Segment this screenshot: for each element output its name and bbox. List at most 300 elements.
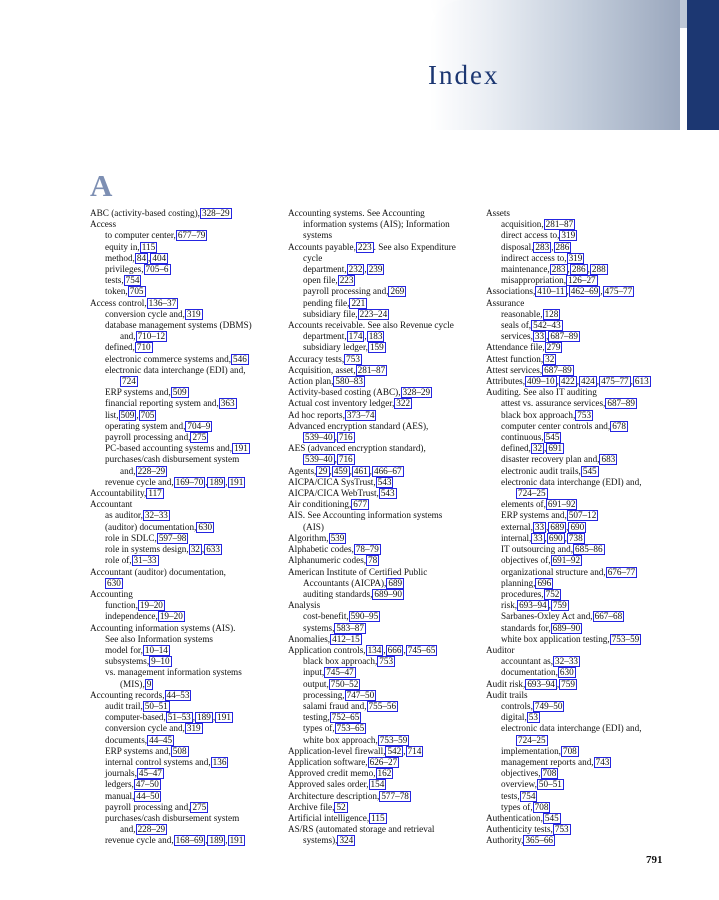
index-entry	[486, 421, 678, 432]
page-reference-link[interactable]: 19–20	[159, 611, 183, 622]
page-reference-link[interactable]: 724–25	[518, 734, 546, 745]
entry-text: electronic data interchange (EDI) and,	[501, 723, 642, 734]
page-reference-link[interactable]: 191	[234, 443, 248, 454]
entry-text: Actual cost inventory ledger,	[288, 398, 395, 409]
page-reference-link[interactable]: 221	[351, 297, 366, 308]
entry-text: journals,	[105, 768, 137, 779]
page-reference-link[interactable]: 752	[545, 588, 560, 599]
page-reference-link[interactable]: 409–10	[527, 376, 555, 387]
index-entry: risk, 693–94 , 759	[501, 600, 567, 611]
index-entry	[486, 735, 678, 746]
entry-text: seals of,	[501, 320, 532, 331]
page-reference-link[interactable]: 705–6	[145, 264, 169, 275]
entry-text: defined,	[501, 443, 531, 454]
index-entry	[90, 656, 282, 667]
page-reference-link[interactable]: 228–29	[137, 824, 166, 835]
page-reference-link[interactable]: 678	[612, 420, 626, 431]
page-reference-link[interactable]: 752–65	[331, 712, 360, 723]
page-reference-link[interactable]: 754	[125, 275, 140, 286]
entry-text: Artificial intelligence,	[288, 812, 370, 823]
index-entry	[288, 544, 480, 555]
index-entry	[288, 365, 480, 376]
index-entry	[90, 768, 282, 779]
index-entry	[486, 634, 678, 645]
page-reference-link[interactable]: 44–50	[136, 790, 160, 801]
entry-text: Air conditioning,	[288, 499, 352, 510]
page-reference-link[interactable]: 33	[534, 521, 545, 532]
page-reference-link[interactable]: 191	[217, 712, 231, 723]
page-reference-link[interactable]: 328–29	[402, 387, 431, 398]
page-reference-link[interactable]: 286	[571, 264, 586, 275]
page-reference-link[interactable]: 10–14	[144, 644, 168, 655]
entry-text: cost-benefit,	[303, 611, 349, 622]
page-reference-link[interactable]: 78	[368, 555, 378, 566]
page-reference-link[interactable]: 743	[595, 756, 610, 767]
entry-text: vs. management information systems	[105, 667, 242, 678]
page-reference-link[interactable]: 319	[186, 308, 201, 319]
page-reference-link[interactable]: 47–50	[135, 779, 159, 790]
page-reference-link[interactable]: 543	[380, 488, 395, 499]
page-reference-link[interactable]: 44–53	[166, 689, 190, 700]
page-reference-link[interactable]: 189	[209, 476, 224, 487]
index-entry	[486, 611, 678, 622]
index-entry	[288, 589, 480, 600]
page-reference-link[interactable]: 630	[198, 521, 213, 532]
page-reference-link[interactable]: 755–56	[368, 700, 397, 711]
page-reference-link[interactable]: 286	[555, 241, 570, 252]
entry-text: Auditing. See also IT auditing	[486, 387, 597, 398]
index-entry	[288, 477, 480, 488]
page-reference-link[interactable]: 539	[330, 532, 345, 543]
page-reference-link[interactable]: 78–79	[355, 544, 379, 555]
index-entry: internal, 33 , 690 , 738	[501, 532, 583, 543]
entry-text: disposal,	[501, 241, 534, 252]
index-entry	[486, 230, 678, 241]
index-entry	[486, 746, 678, 757]
page-reference-link[interactable]: 174	[348, 331, 363, 342]
page-reference-link[interactable]: 685–86	[575, 544, 603, 555]
index-entry	[288, 634, 480, 645]
page-reference-link[interactable]: 708	[542, 768, 557, 779]
page-reference-link[interactable]: 223	[339, 275, 354, 286]
page-reference-link[interactable]: 126–27	[568, 275, 596, 286]
entry-text: Accounts receivable. See also Revenue cycle	[288, 320, 454, 331]
entry-text: documents,	[105, 734, 148, 745]
page-reference-link[interactable]: 281–87	[357, 364, 386, 375]
page-reference-link[interactable]: 228–29	[137, 465, 166, 476]
index-entry: revenue cycle and, 169–70 , 189 , 191	[105, 476, 244, 487]
page-reference-link[interactable]: 50–51	[144, 700, 168, 711]
entry-text: as auditor,	[105, 510, 143, 521]
index-entry	[288, 824, 480, 835]
page-reference-link[interactable]: 691–92	[547, 499, 576, 510]
page-reference-link[interactable]: 51–53	[167, 712, 191, 723]
entry-text: subsidiary ledger,	[303, 342, 368, 353]
page-reference-link[interactable]: 404	[152, 252, 167, 263]
index-entry	[288, 410, 480, 421]
index-entry	[486, 432, 678, 443]
page-reference-link[interactable]: 583–87	[336, 622, 364, 633]
page-reference-link[interactable]: 613	[634, 376, 649, 387]
entry-text: elements of,	[501, 499, 546, 510]
page-reference-link[interactable]: 759	[552, 600, 567, 611]
page-reference-link[interactable]: 32–33	[144, 510, 168, 521]
entry-text: purchases/cash disbursement system	[105, 454, 240, 465]
index-entry	[90, 701, 282, 712]
entry-text: types of,	[303, 723, 335, 734]
page-reference-link[interactable]: 716	[338, 454, 353, 465]
page-reference-link[interactable]: 577–78	[381, 790, 409, 801]
page-reference-link[interactable]: 33	[534, 331, 545, 342]
entry-text: documentation,	[501, 667, 558, 678]
page-reference-link[interactable]: 716	[338, 432, 353, 443]
page-reference-link[interactable]: 45–47	[138, 768, 162, 779]
index-entry	[90, 813, 282, 824]
page-reference-link[interactable]: 136–37	[148, 297, 177, 308]
page-reference-link[interactable]: 747–50	[346, 689, 375, 700]
index-entry	[288, 555, 480, 566]
entry-text: Acquisition, asset,	[288, 364, 356, 375]
page-reference-link[interactable]: 754	[521, 790, 536, 801]
index-entry	[486, 712, 678, 723]
index-entry	[288, 510, 480, 521]
entry-text: open file,	[303, 275, 338, 286]
entry-text: salami fraud and,	[303, 700, 367, 711]
page-reference-link[interactable]: 753	[554, 824, 569, 835]
page-reference-link[interactable]: 724	[122, 376, 136, 387]
page-reference-link[interactable]: 328–29	[201, 208, 230, 218]
index-entry: department, 174 , 183	[303, 331, 383, 342]
index-entry	[486, 835, 678, 846]
page-reference-link[interactable]: 459	[333, 465, 348, 476]
index-entry	[90, 555, 282, 566]
page-reference-link[interactable]: 44–45	[149, 734, 173, 745]
page-reference-link[interactable]: 724–25	[518, 488, 546, 499]
page-reference-link[interactable]: 9	[146, 678, 152, 689]
page-reference-link[interactable]: 745–47	[326, 667, 354, 678]
page-reference-link[interactable]: 539–40	[305, 432, 333, 443]
page-reference-link[interactable]: 687–89	[607, 398, 635, 409]
index-entry	[288, 522, 480, 533]
page-reference-link[interactable]: 509	[120, 409, 135, 420]
page-reference-link[interactable]: 710	[136, 342, 151, 353]
page-reference-link[interactable]: 597–98	[158, 532, 187, 543]
index-entry: revenue cycle and, 168–69 , 189 , 191	[105, 835, 244, 846]
index-entry	[288, 723, 480, 734]
entry-text: electronic data interchange (EDI) and,	[501, 476, 642, 487]
page-reference-link[interactable]: 705	[129, 286, 144, 297]
page-reference-link[interactable]: 53	[528, 712, 538, 723]
page-reference-link[interactable]: 9–10	[151, 656, 170, 667]
index-entry	[486, 354, 678, 365]
index-entry: 539–40 , 716	[305, 454, 353, 465]
page-number: 791	[646, 854, 663, 866]
index-entry	[486, 488, 678, 499]
page-reference-link[interactable]: 693–94	[519, 600, 547, 611]
entry-text: disaster recovery plan and,	[501, 454, 600, 465]
entry-text: equity in,	[105, 241, 140, 252]
index-entry	[486, 208, 678, 219]
page-reference-link[interactable]: 322	[396, 398, 411, 409]
page-reference-link[interactable]: 539–40	[305, 454, 333, 465]
entry-text: electronic audit trails,	[501, 465, 581, 476]
page-reference-link[interactable]: 753–65	[336, 723, 365, 734]
entry-text: digital,	[501, 712, 527, 723]
index-entry	[90, 802, 282, 813]
entry-text: department,	[303, 331, 347, 342]
page-reference-link[interactable]: 50–51	[538, 779, 562, 790]
page-reference-link[interactable]: 117	[148, 488, 162, 499]
page-title: Index	[428, 60, 500, 90]
page-reference-link[interactable]: 365–66	[525, 835, 553, 846]
page-reference-link[interactable]: 714	[407, 745, 422, 756]
page-reference-link[interactable]: 590–95	[350, 611, 379, 622]
page-reference-link[interactable]: 753–59	[611, 633, 640, 644]
index-entry	[486, 365, 678, 376]
page-reference-link[interactable]: 542–43	[533, 320, 561, 331]
index-entry	[90, 443, 282, 454]
page-reference-link[interactable]: 183	[368, 331, 383, 342]
page-reference-link[interactable]: 159	[369, 342, 384, 353]
index-entry	[486, 723, 678, 734]
index-entry	[288, 421, 480, 432]
page-reference-link[interactable]: 749–50	[534, 700, 563, 711]
index-column-1	[90, 208, 282, 847]
page-reference-link[interactable]: 630	[107, 577, 121, 588]
page-reference-link[interactable]: 29	[318, 465, 328, 476]
page-reference-link[interactable]: 705	[140, 409, 155, 420]
page-reference-link[interactable]: 32	[190, 544, 200, 555]
page-reference-link[interactable]: 687–89	[544, 364, 572, 375]
page-reference-link[interactable]: 704–9	[187, 420, 211, 431]
page-reference-link[interactable]: 750–52	[330, 678, 359, 689]
page-reference-link[interactable]: 690	[570, 521, 585, 532]
page-reference-link[interactable]: 223–24	[359, 308, 388, 319]
page-reference-link[interactable]: 31–33	[133, 555, 157, 566]
page-reference-link[interactable]: 32–33	[555, 656, 579, 667]
entry-text: internal,	[501, 532, 532, 543]
page-reference-link[interactable]: 753–59	[379, 734, 408, 745]
index-entry	[90, 510, 282, 521]
page-reference-link[interactable]: 689–90	[552, 622, 581, 633]
page-reference-link[interactable]: 753	[379, 656, 394, 667]
page-reference-link[interactable]: 630	[559, 667, 574, 678]
page-reference-link[interactable]: 223	[357, 241, 372, 252]
page-reference-link[interactable]: 115	[141, 241, 156, 252]
page-reference-link[interactable]: 189	[209, 835, 224, 846]
page-reference-link[interactable]: 690	[548, 532, 563, 543]
page-reference-link[interactable]: 475–77	[604, 286, 633, 297]
page-reference-link[interactable]: 508	[172, 745, 187, 756]
page-reference-link[interactable]: 324	[339, 835, 354, 846]
page-reference-link[interactable]: 283	[535, 241, 550, 252]
page-reference-link[interactable]: 545	[544, 812, 559, 823]
page-reference-link[interactable]: 745–65	[407, 644, 436, 655]
page-reference-link[interactable]: 710–12	[137, 331, 166, 342]
page-reference-link[interactable]: 19–20	[139, 600, 163, 611]
page-reference-link[interactable]: 239	[368, 264, 383, 275]
entry-text: token,	[105, 286, 128, 297]
page-reference-link[interactable]: 134	[367, 644, 382, 655]
page-reference-link[interactable]: 319	[561, 230, 576, 241]
page-reference-link[interactable]: 191	[229, 835, 244, 846]
entry-text: maintenance,	[501, 264, 550, 275]
entry-text: Associations,	[486, 286, 536, 297]
index-entry	[288, 309, 480, 320]
page-reference-link[interactable]: 542	[387, 745, 402, 756]
entry-text: and,	[120, 465, 136, 476]
index-entry	[288, 735, 480, 746]
page-reference-link[interactable]: 546	[233, 353, 247, 364]
page-reference-link[interactable]: 189	[197, 712, 211, 723]
page-reference-link[interactable]: 691–92	[552, 555, 581, 566]
page-reference-link[interactable]: 545	[582, 465, 597, 476]
page-reference-link[interactable]: 693–94	[527, 678, 555, 689]
index-entry	[486, 589, 678, 600]
entry-text: tests,	[501, 790, 520, 801]
page-reference-link[interactable]: 283	[551, 264, 566, 275]
entry-text: Application software,	[288, 756, 368, 767]
entry-text: objectives of,	[501, 555, 551, 566]
page-reference-link[interactable]: 683	[601, 454, 616, 465]
entry-text: Assets	[486, 208, 510, 218]
page-reference-link[interactable]: 191	[229, 476, 244, 487]
page-reference-link[interactable]: 424	[580, 376, 595, 387]
page-reference-link[interactable]: 543	[377, 476, 392, 487]
page-reference-link[interactable]: 412–15	[332, 633, 360, 644]
page-reference-link[interactable]: 319	[186, 723, 201, 734]
entry-text: Accounting records,	[90, 689, 165, 700]
page-reference-link[interactable]: 422	[560, 376, 575, 387]
page-reference-link[interactable]: 753	[346, 353, 360, 364]
page-reference-link[interactable]: 507–12	[568, 510, 597, 521]
page-reference-link[interactable]: 275	[192, 801, 207, 812]
entry-text: Action plan,	[288, 376, 334, 387]
page-reference-link[interactable]: 84	[136, 252, 147, 263]
page-reference-link[interactable]: 461	[353, 465, 368, 476]
page-reference-link[interactable]: 410–11	[537, 286, 565, 297]
page-reference-link[interactable]: 738	[568, 532, 583, 543]
page-reference-link[interactable]: 363	[220, 398, 235, 409]
page-reference-link[interactable]: 462–69	[570, 286, 599, 297]
page-reference-link[interactable]: 696	[537, 577, 552, 588]
index-entry	[90, 298, 282, 309]
entry-text: payroll processing and,	[105, 432, 191, 443]
page-reference-link[interactable]: 666	[387, 644, 402, 655]
index-entry: Application controls, 134 , 666 , 745–65	[288, 644, 436, 655]
page-reference-link[interactable]: 275	[192, 432, 207, 443]
page-reference-link[interactable]: 687–89	[550, 331, 578, 342]
page-reference-link[interactable]: 288	[591, 264, 606, 275]
entry-text: direct access to,	[501, 230, 560, 241]
index-entry	[486, 510, 678, 521]
page-reference-link[interactable]: 708	[562, 745, 577, 756]
entry-text: audit trail,	[105, 700, 143, 711]
entry-text: function,	[105, 600, 138, 611]
page-reference-link[interactable]: 691	[548, 443, 563, 454]
page-reference-link[interactable]: 676–77	[607, 566, 636, 577]
entry-text: Attest services,	[486, 364, 543, 375]
entry-text: standards for,	[501, 622, 551, 633]
index-entry	[288, 667, 480, 678]
entry-text: AICPA/CICA SysTrust,	[288, 476, 376, 487]
entry-see-also: . See also Expenditure	[373, 241, 456, 252]
index-entry	[90, 264, 282, 275]
page-reference-link[interactable]: 708	[534, 801, 549, 812]
entry-text: Approved sales order,	[288, 779, 369, 790]
page-reference-link[interactable]: 689	[550, 521, 565, 532]
index-entry	[486, 690, 678, 701]
entry-text: Approved credit memo,	[288, 768, 376, 779]
page-reference-link[interactable]: 633	[206, 544, 220, 555]
page-reference-link[interactable]: 269	[390, 286, 405, 297]
entry-text: to computer center,	[105, 230, 176, 241]
page-reference-link[interactable]: 115	[371, 812, 385, 823]
index-entry: 539–40 , 716	[305, 432, 353, 443]
page-reference-link[interactable]: 677–79	[177, 230, 206, 241]
page-reference-link[interactable]: 169–70	[175, 476, 204, 487]
entry-text: method,	[105, 252, 135, 263]
index-entry: external, 33 , 689 , 690	[501, 521, 585, 532]
index-entry: Attributes, 409–10 , 422 , 424 , 475–77 , 613	[486, 376, 649, 387]
page-reference-link[interactable]: 667–68	[594, 611, 623, 622]
page-reference-link[interactable]: 128	[544, 308, 559, 319]
index-entry	[486, 387, 678, 398]
entry-text: role of,	[105, 555, 132, 566]
page-reference-link[interactable]: 33	[533, 532, 543, 543]
page-reference-link[interactable]: 279	[546, 342, 561, 353]
page-reference-link[interactable]: 509	[172, 387, 187, 398]
page-reference-link[interactable]: 162	[377, 768, 392, 779]
index-entry	[288, 757, 480, 768]
page-reference-link[interactable]: 52	[336, 801, 346, 812]
page-reference-link[interactable]: 154	[370, 779, 385, 790]
page-reference-link[interactable]: 580–83	[335, 376, 363, 387]
entry-text: Accounts payable,	[288, 241, 356, 252]
index-entry	[486, 398, 678, 409]
page-reference-link[interactable]: 689–90	[374, 588, 402, 599]
index-entry	[486, 768, 678, 779]
index-entry	[486, 656, 678, 667]
page-reference-link[interactable]: 475–77	[601, 376, 629, 387]
page-reference-link[interactable]: 759	[561, 678, 575, 689]
page-reference-link[interactable]: 32	[545, 353, 555, 364]
page-reference-link[interactable]: 466–67	[373, 465, 402, 476]
page-reference-link[interactable]: 626–27	[369, 756, 398, 767]
page-reference-link[interactable]: 677	[353, 499, 368, 510]
page-reference-link[interactable]: 689	[388, 577, 403, 588]
page-reference-link[interactable]: 281–87	[545, 219, 574, 230]
page-reference-link[interactable]: 373–74	[346, 409, 375, 420]
entry-text: electronic data interchange (EDI) and,	[105, 364, 246, 375]
page-reference-link[interactable]: 545	[545, 432, 560, 443]
page-reference-link[interactable]: 32	[532, 443, 543, 454]
entry-text: Access	[90, 219, 117, 230]
entry-text: computer-based,	[105, 712, 166, 723]
page-reference-link[interactable]: 753	[577, 409, 592, 420]
page-reference-link[interactable]: 168–69	[175, 835, 204, 846]
page-reference-link[interactable]: 232	[348, 264, 363, 275]
page-reference-link[interactable]: 136	[212, 756, 227, 767]
entry-text: AS/RS (automated storage and retrieval	[288, 824, 435, 835]
index-entry: defined, 32 , 691	[501, 443, 563, 454]
page-reference-link[interactable]: 319	[568, 252, 583, 263]
entry-text: AIS. See Accounting information systems	[288, 510, 443, 521]
index-entry	[288, 488, 480, 499]
entry-text: indirect access to,	[501, 252, 567, 263]
index-entry	[288, 387, 480, 398]
index-entry	[288, 208, 480, 219]
